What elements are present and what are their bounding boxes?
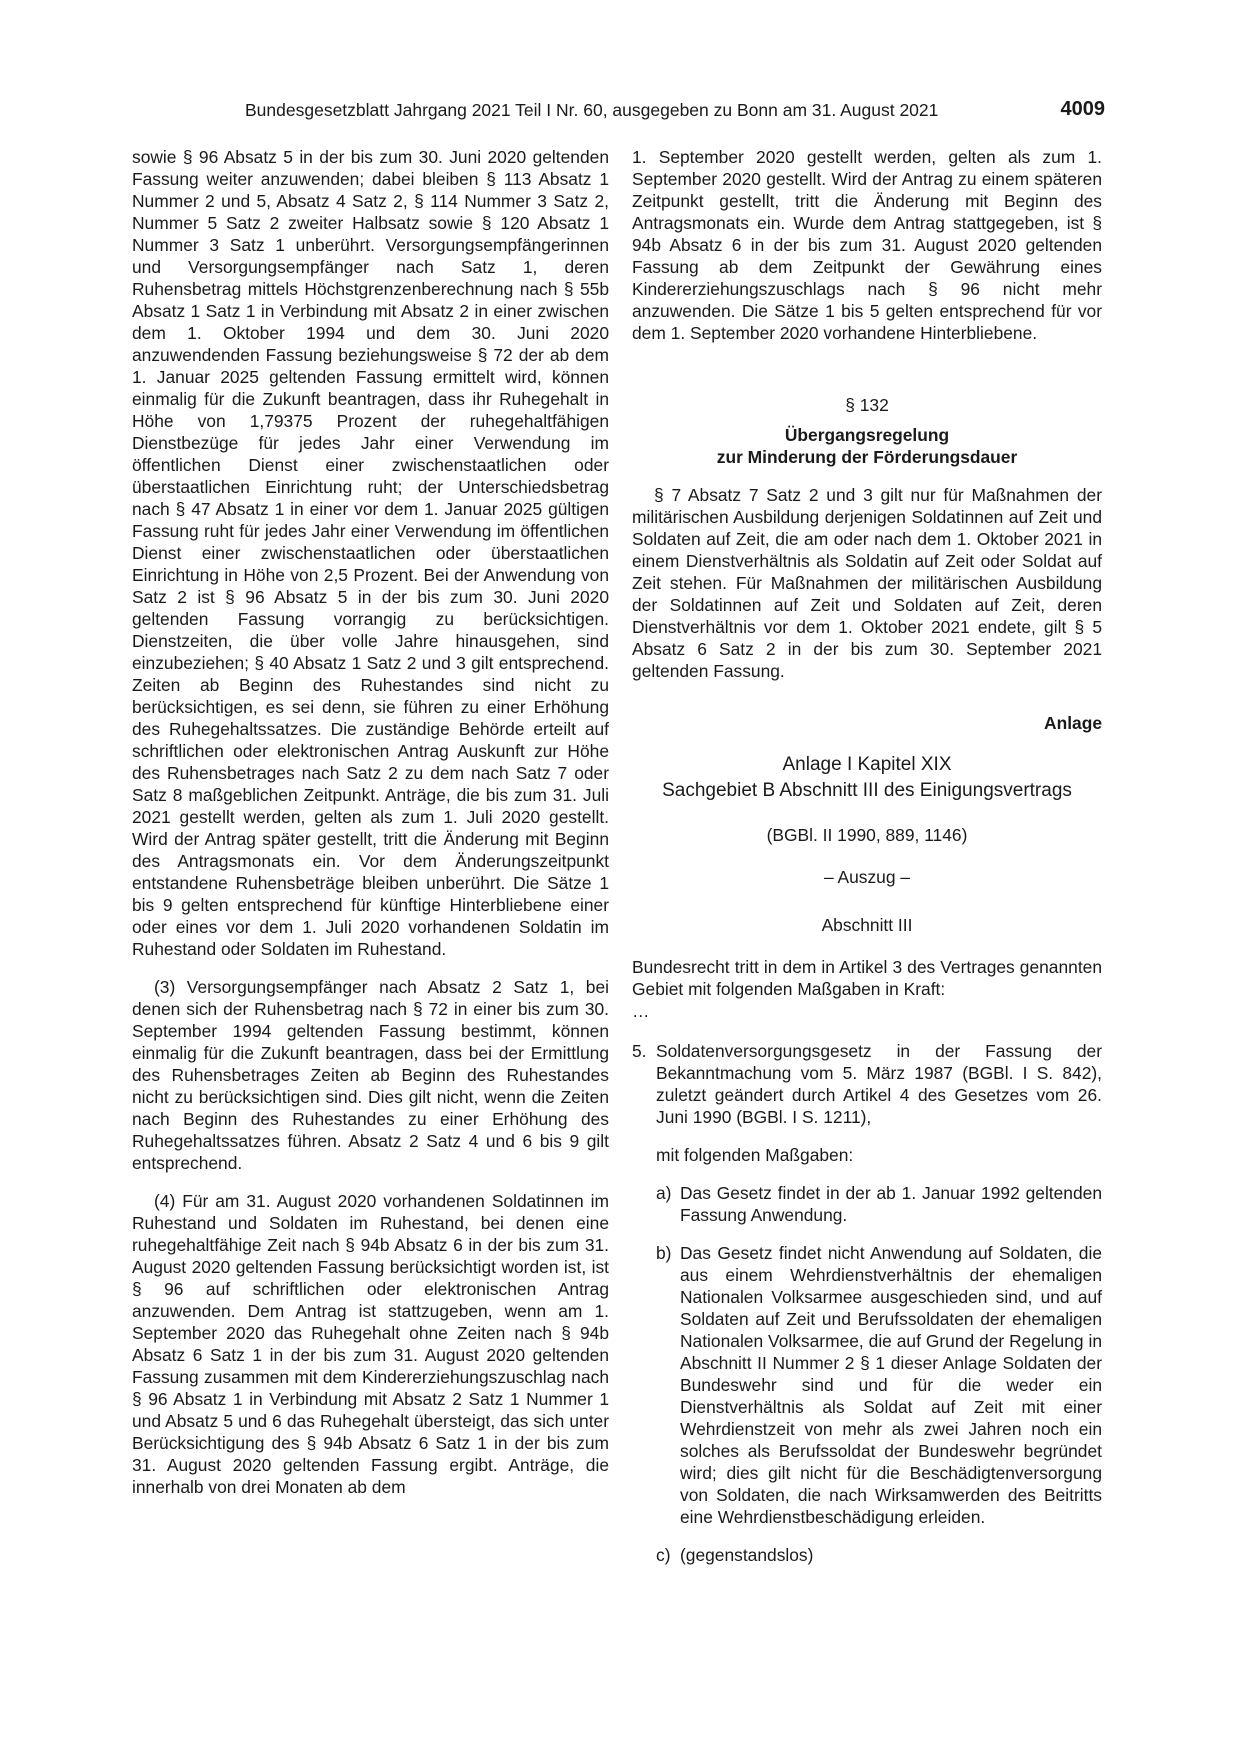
section-title-line-1: Übergangsregelung	[784, 425, 950, 445]
list-marker: 5.	[632, 1041, 647, 1061]
sub-item-a	[632, 1182, 1102, 1226]
sub-item-b	[632, 1242, 1102, 1528]
anlage-title	[632, 752, 1102, 804]
list-item-5	[632, 1040, 1102, 1128]
abschnitt-heading: Abschnitt III	[821, 915, 913, 935]
sub-marker: b)	[656, 1243, 672, 1263]
anlage-label: Anlage	[1044, 713, 1102, 733]
section-text: § 7 Absatz 7 Satz 2 und 3 gilt nur für Maßnahmen der militärischen Ausbildung derjenigen Soldatinnen auf Zeit und Soldaten auf Zeit, die am oder nach dem 1. Oktober 2021 in einem Dienstverhältnis als Soldatin auf Zeit oder Soldat auf Zeit stehen. Für Maßnahmen der militärischen Ausbildung der Soldatinnen auf Zeit und Soldaten auf Zeit, deren Dienstverhältnis vor dem 1. Oktober 2021 endete, gilt § 5 Absatz 6 Satz 2 in der bis zum 30. September 2021 geltenden Fassung.	[632, 485, 1102, 681]
list-sub-intro: mit folgenden Maßgaben:	[656, 1145, 854, 1165]
sub-marker: a)	[656, 1183, 672, 1203]
anlage-title-line-2: Sachgebiet B Abschnitt III des Einigungsvertrags	[662, 780, 1072, 801]
sub-item-text: Das Gesetz findet in der ab 1. Januar 1992 geltenden Fassung Anwendung.	[680, 1183, 1102, 1225]
section-title-line-2: zur Minderung der Förderungsdauer	[716, 447, 1018, 467]
sub-item-text: Das Gesetz findet nicht Anwendung auf Soldaten, die aus einem Wehrdienstverhältnis der ehemaligen Nationalen Volksarmee ausgeschieden sind, und auf Soldaten auf Zeit und Berufssoldaten der ehemaligen Nationalen Volksarmee, die auf Grund der Regelung in Abschnitt II Nummer 2 § 1 dieser Anlage Soldaten der Bundeswehr sind und für die weder ein Dienstverhältnis als Soldat auf Zeit mit einer Wehrdienstzeit von mehr als zwei Jahren noch ein solches als Berufssoldat der Bundeswehr begründet wird; dies gilt nicht für die Beschädigtenversorgung von Soldaten, die nach Wirksamwerden des Beitritts eine Wehrdienstbeschädigung erleiden.	[680, 1243, 1102, 1527]
anlage-citation: (BGBl. II 1990, 889, 1146)	[766, 825, 968, 845]
right-column	[632, 146, 1102, 1566]
page-number: 4009	[1060, 98, 1105, 120]
paragraph-continued-right: 1. September 2020 gestellt werden, gelten als zum 1. September 2020 gestellt. Wird der Antrag zu einem späteren Zeitpunkt gestellt, tritt die Änderung mit Beginn des Antragsmonats ein. Wurde dem Antrag stattgegeben, ist § 94b Absatz 6 in der bis zum 31. August 2020 geltenden Fassung ab dem Zeitpunkt der Gewährung eines Kindererziehungszuschlags nach § 96 nicht mehr anzuwenden. Die Sätze 1 bis 5 gelten entsprechend für vor dem 1. September 2020 vorhandene Hinterbliebene.	[632, 147, 1102, 343]
sub-item-text: (gegenstandslos)	[680, 1545, 814, 1565]
sub-item-c	[632, 1544, 1102, 1566]
intro-text: Bundesrecht tritt in dem in Artikel 3 des Vertrages genannten Gebiet mit folgenden Maßgaben in Kraft:	[632, 957, 1102, 999]
section-number: § 132	[845, 395, 889, 415]
paragraph-absatz-3: (3) Versorgungsempfänger nach Absatz 2 Satz 1, bei denen sich der Ruhensbetrag nach § 72 in einer bis zum 30. September 1994 geltenden Fassung bestimmt, können einmalig für die Zukunft beantragen, dass bei der Ermittlung des Ruhensbetrages Zeiten ab Beginn des Ruhestandes nicht zu berücksichtigen sind. Dies gilt nicht, wenn die Zeiten nach Beginn des Ruhestandes zu einer Erhöhung des Ruhegehaltssatzes führen. Absatz 2 Satz 4 und 6 bis 9 gilt entsprechend.	[132, 977, 609, 1173]
sub-marker: c)	[656, 1545, 671, 1565]
section-title	[632, 424, 1102, 468]
anlage-title-line-1: Anlage I Kapitel XIX	[782, 754, 952, 775]
left-column	[132, 146, 609, 1498]
paragraph-continued: sowie § 96 Absatz 5 in der bis zum 30. Juni 2020 geltenden Fassung weiter anzuwenden; dabei bleiben § 113 Absatz 1 Nummer 2 und 5, Absatz 4 Satz 2, § 114 Nummer 3 Satz 2, Nummer 5 Satz 2 zweiter Halbsatz sowie § 120 Absatz 1 Nummer 3 Satz 1 unberührt. Versorgungsempfängerinnen und Versorgungsempfänger nach Satz 1, deren Ruhensbetrag mittels Höchstgrenzenberechnung nach § 55b Absatz 1 Satz 1 in Verbindung mit Absatz 2 in einer zwischen dem 1. Oktober 1994 und dem 30. Juni 2020 anzuwendenden Fassung beziehungsweise § 72 der ab dem 1. Januar 2025 geltenden Fassung ermittelt wird, können einmalig für die Zukunft beantragen, dass ihr Ruhegehalt in Höhe von 1,79375 Prozent der ruhegehaltfähigen Dienstbezüge für jedes Jahr einer Verwendung im öffentlichen Dienst einer zwischenstaatlichen oder überstaatlichen Einrichtung ruht; der Unterschiedsbetrag nach § 47 Absatz 1 in einer vor dem 1. Januar 2025 gültigen Fassung ruht für jedes Jahr einer Verwendung im öffentlichen Dienst einer zwischenstaatlichen oder überstaatlichen Einrichtung in Höhe von 2,5 Prozent. Bei der Anwendung von Satz 2 ist § 96 Absatz 5 in der bis zum 30. Juni 2020 geltenden Fassung vorrangig zu berücksichtigen. Dienstzeiten, die über volle Jahre hinausgehen, sind einzubeziehen; § 40 Absatz 1 Satz 2 und 3 gilt entsprechend. Zeiten ab Beginn des Ruhestandes sind nicht zu berücksichtigen, es sei denn, sie führen zu einer Erhöhung des Ruhegehaltssatzes. Die zuständige Behörde erteilt auf schriftlichen oder elektronischen Antrag Auskunft zur Höhe des Ruhensbetrages nach Satz 2 zu dem nach Satz 7 oder Satz 8 maßgeblichen Zeitpunkt. Anträge, die bis zum 31. Juli 2021 gestellt werden, gelten als zum 1. Juli 2020 gestellt. Wird der Antrag später gestellt, tritt die Änderung mit Beginn des Antragsmonats ein. Vor dem Änderungszeitpunkt entstandene Ruhensbeträge bleiben unberührt. Die Sätze 1 bis 9 gelten entsprechend für künftige Hinterbliebene einer oder eines vor dem 1. Juli 2020 vorhandenen Soldatin im Ruhestand oder Soldaten im Ruhestand.	[132, 147, 609, 959]
paragraph-absatz-4: (4) Für am 31. August 2020 vorhandenen Soldatinnen im Ruhestand und Soldaten im Ruhestand, bei denen eine ruhegehaltfähige Zeit nach § 94b Absatz 6 in der bis zum 31. August 2020 geltenden Fassung berücksichtigt worden ist, ist § 96 auf schriftlichen oder elektronischen Antrag anzuwenden. Dem Antrag ist stattzugeben, wenn am 1. September 2020 das Ruhegehalt ohne Zeiten nach § 94b Absatz 6 Satz 1 in der bis zum 31. August 2020 geltenden Fassung zusammen mit dem Kindererziehungszuschlag nach § 96 Absatz 1 in Verbindung mit Absatz 2 Satz 1 Nummer 1 und Absatz 5 und 6 das Ruhegehalt übersteigt, das sich unter Berücksichtigung des § 94b Absatz 6 Satz 1 in der bis zum 31. August 2020 geltenden Fassung ergibt. Anträge, die innerhalb von drei Monaten ab dem	[132, 1191, 609, 1497]
page-header	[245, 98, 1105, 128]
ellipsis: …	[632, 1001, 650, 1021]
header-title: Bundesgesetzblatt Jahrgang 2021 Teil I Nr. 60, ausgegeben zu Bonn am 31. August 2021	[245, 100, 939, 120]
excerpt-label: – Auszug –	[823, 867, 911, 887]
list-item-text: Soldatenversorgungsgesetz in der Fassung der Bekanntmachung vom 5. März 1987 (BGBl. I S. 842), zuletzt geändert durch Artikel 4 des Gesetzes vom 26. Juni 1990 (BGBl. I S. 1211),	[656, 1041, 1102, 1127]
